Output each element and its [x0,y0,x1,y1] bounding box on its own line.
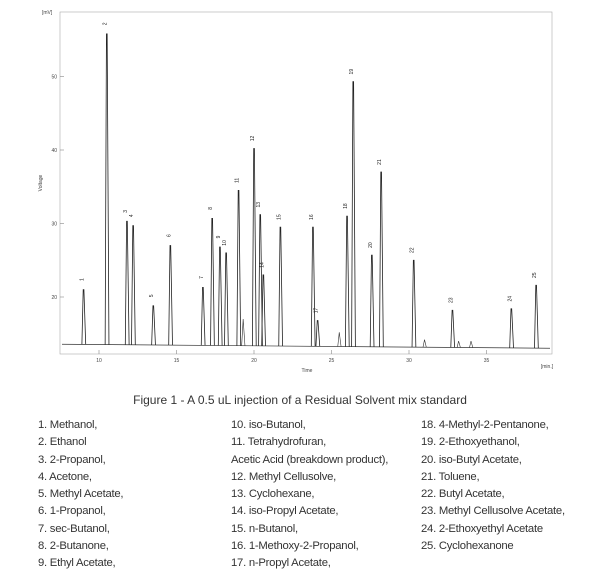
y-tick-label-1: 30 [51,221,57,228]
legend-column-2 [231,417,388,573]
peak-label-12: 12 [250,135,256,142]
peak-label-4: 4 [129,214,136,218]
peak-label-19: 19 [349,68,356,75]
peak-16 [311,227,315,346]
plot-frame [60,12,552,354]
peak-10 [225,253,229,346]
y-axis-unit: [mV] [42,10,53,16]
peak-label-13: 13 [256,201,263,208]
legend-entry: 23. Methyl Cellusolve Acetate, [421,505,565,518]
minor-peak-1 [338,332,341,346]
peak-label-10: 10 [222,240,229,246]
peak-label-22: 22 [409,247,416,254]
peak-11 [237,190,241,345]
peak-9 [218,247,222,346]
legend-entry: 12. Methyl Cellusolve, [231,470,337,483]
y-tick-label-2: 40 [51,148,57,154]
legend-entry: 18. 4-Methyl-2-Pentanone, [421,419,549,431]
peak-12 [252,149,256,346]
y-axis-title: Voltage [38,174,44,192]
legend-entry: 10. iso-Butanol, [231,419,306,431]
y-tick-label-0: 20 [51,295,57,301]
peak-label-16: 16 [308,214,315,220]
peak-23 [451,310,455,347]
peak-18 [345,216,349,346]
peak-24 [510,309,514,348]
legend-entry: 17. n-Propyl Acetate, [231,557,331,570]
peak-label-25: 25 [532,272,539,279]
legend-entry: Acetic Acid (breakdown product), [231,453,389,466]
legend-entry: 24. 2-Ethoxyethyl Acetate [421,522,543,535]
legend-entry: 20. iso-Butyl Acetate, [421,453,522,466]
peak-19 [352,82,356,347]
legend-entry: 7. sec-Butanol, [38,522,110,535]
peak-label-5: 5 [149,294,156,298]
legend-entry: 14. iso-Propyl Acetate, [231,505,339,518]
minor-peaks [242,319,473,348]
x-tick-label-5: 35 [483,358,490,364]
peak-2 [105,34,109,345]
peak-22 [412,260,416,347]
legend-entry: 3. 2-Propanol, [38,453,106,466]
legend-entry: 5. Methyl Acetate, [38,488,124,501]
peak-label-2: 2 [102,22,109,26]
y-tick-label-3: 50 [51,74,57,81]
x-tick-label-0: 10 [96,358,102,364]
y-axis-ticks [51,75,64,302]
peak-label-6: 6 [166,234,173,237]
peak-6 [169,246,173,346]
peak-4 [132,226,136,345]
peak-label-9: 9 [215,235,222,239]
x-axis-ticks [96,350,489,364]
legend-column-1 [38,417,123,573]
chromatogram-peaks [80,22,539,348]
legend-entry: 4. Acetone, [38,470,92,483]
legend-entry: 13. Cyclohexane, [231,488,315,501]
peak-21 [380,172,384,347]
peak-15 [279,227,283,346]
peak-17 [316,321,320,347]
legend-entry: 9. Ethyl Acetate, [38,557,116,570]
peak-7 [201,287,205,345]
legend-column-3 [421,417,565,555]
legend-entry: 22. Butyl Acetate, [421,488,505,501]
peak-label-24: 24 [507,295,514,302]
peak-5 [152,306,156,345]
peak-legend [0,417,600,577]
legend-entry: 15. n-Butanol, [231,522,298,535]
peak-14 [262,275,266,346]
peak-label-15: 15 [276,214,283,220]
legend-entry: 25. Cyclohexanone [421,540,514,553]
peak-label-1: 1 [79,278,86,282]
x-tick-label-4: 30 [406,358,412,364]
peak-1 [82,290,86,345]
legend-entry: 2. Ethanol [38,436,87,449]
x-axis-unit: [min.] [540,364,554,370]
peak-label-7: 7 [198,276,205,279]
peak-label-11: 11 [234,177,241,184]
peak-3 [125,221,129,344]
peak-label-18: 18 [343,203,349,209]
peak-25 [535,285,539,348]
minor-peak-3 [457,341,460,347]
x-tick-label-2: 20 [251,358,257,364]
legend-entry: 8. 2-Butanone, [38,540,109,553]
peak-20 [370,255,374,347]
legend-entry: 11. Tetrahydrofuran, [231,436,327,449]
minor-peak-0 [242,319,245,346]
peak-8 [211,218,215,345]
minor-peak-2 [423,340,426,348]
peak-label-17: 17 [313,307,320,314]
peak-label-20: 20 [367,242,374,248]
x-tick-label-3: 25 [328,358,335,364]
legend-entry: 19. 2-Ethoxyethanol, [421,436,520,449]
peak-label-23: 23 [448,297,455,304]
chromatogram-baseline [62,344,550,348]
peak-label-3: 3 [122,209,129,213]
peak-label-14: 14 [259,262,266,268]
legend-entry: 16. 1-Methoxy-2-Propanol, [231,540,359,553]
minor-peak-4 [470,341,473,347]
figure-caption: Figure 1 - A 0.5 uL injection of a Residual Solvent mix standard [133,393,467,407]
legend-entry: 21. Toluene, [421,470,480,483]
legend-entry: 1. Methanol, [38,419,98,431]
x-tick-label-1: 15 [173,358,180,364]
peak-label-21: 21 [377,159,384,165]
x-axis-title: Time [301,368,313,374]
peak-label-8: 8 [208,206,215,210]
legend-entry: 6. 1-Propanol, [38,505,106,518]
